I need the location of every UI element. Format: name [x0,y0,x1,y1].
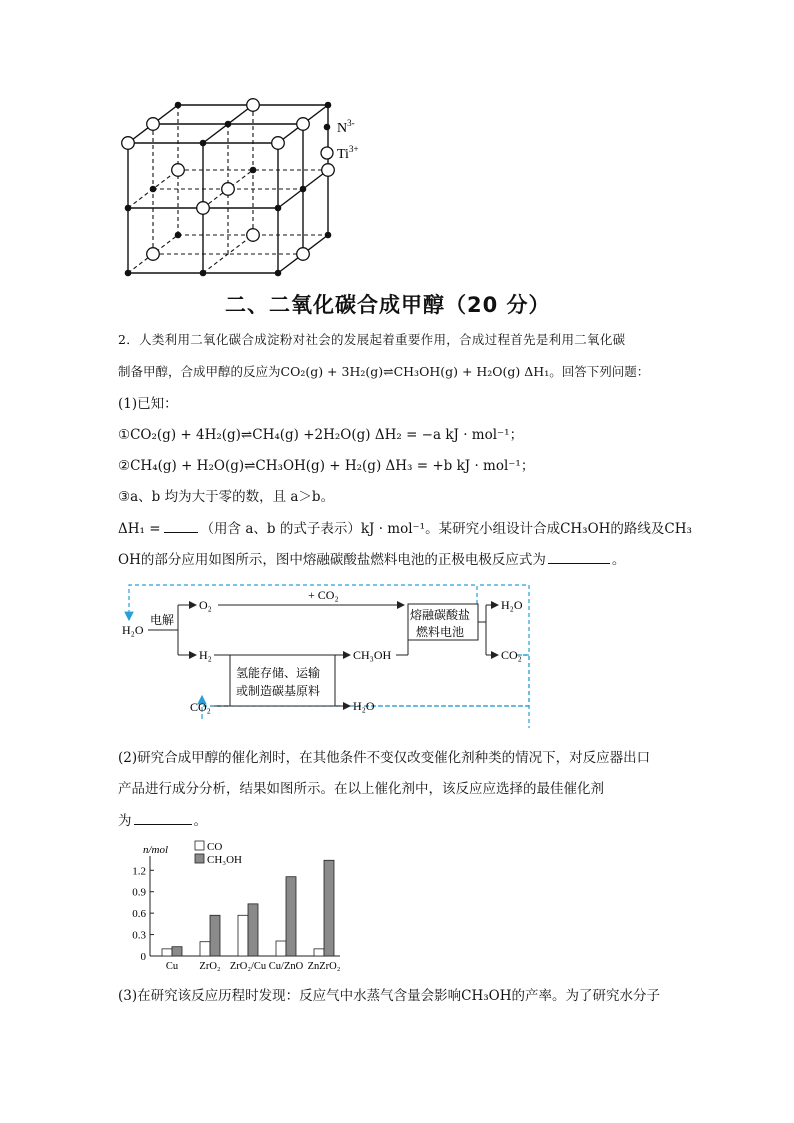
titanium-ion [147,248,160,261]
synthesis-flow-diagram [118,580,538,730]
nitride-ion [125,270,132,277]
bar-co [238,915,248,956]
section-title: 二、二氧化碳合成甲醇（20 分） [225,293,551,317]
chart-ylabel: n/mol [143,844,169,856]
q2-condition-3: ③a、b 均为大于零的数，且 a＞b。 [118,489,335,505]
x-category-label: ZnZrO₂ [307,961,341,972]
answer-blank-electrode[interactable] [548,549,610,564]
flow-cell-co2: CO₂ [501,648,522,662]
answer-blank-dh1[interactable] [164,518,198,533]
q2-part2-line2: 产品进行成分分析，结果如图所示。在以上催化剂中，该反应应选择的最佳催化剂 [118,781,604,797]
nitride-ion [225,121,232,128]
legend-titanium-label: $Ti^{3+}$ [337,144,359,162]
recycle-co2-loop [523,655,529,728]
y-tick-label: 0 [140,951,146,963]
bar-co [162,949,172,956]
nitride-ion [200,140,207,147]
titanium-ion [297,248,310,261]
q2-intro-line2: 制备甲醇，合成甲醇的反应为CO₂(g) + 3H₂(g)⇌CH₃OH(g) + H₂O(g) ΔH₁。回答下列问题： [118,364,650,379]
flow-o2: O₂ [199,598,212,612]
q2-part2-line1: (2)研究合成甲醇的催化剂时，在其他条件不变仅改变催化剂种类的情况下，对反应器出口 [118,750,651,766]
nitride-ion [325,232,332,239]
q2-electrode-line: OH的部分应用如图所示，图中熔融碳酸盐燃料电池的正极电极反应式为 。 [118,549,625,570]
q2-equation-1: ①CO₂(g) + 4H₂(g)⇌CH₄(g) +2H₂O(g) ΔH₂ = −a kJ · mol⁻¹； [118,427,524,443]
flow-cell-h2o: H₂O [501,598,523,612]
nitride-ion [300,186,307,193]
nitride-ion [200,270,207,277]
flow-h2o-start: H₂O [122,623,144,637]
flow-co2-source: CO₂ [190,700,211,714]
nitride-ion [125,205,132,212]
nitride-ion [275,205,282,212]
y-tick-label: 0.3 [132,929,146,942]
nitride-ion [325,102,332,109]
bar-ch3oh [248,904,258,956]
nitride-ion [275,270,282,277]
x-category-label: Cu/ZnO [268,961,304,972]
flow-storage-line1: 氢能存储、运输 [236,666,321,680]
recycle-water-loop-right [477,585,529,655]
titanium-ion [197,202,210,215]
titanium-ion [222,183,235,196]
legend-nitride-label: $N^{3-}$ [337,118,355,136]
flow-storage-line2: 或制造碳基原料 [236,684,321,698]
legend-label: CH₃OH [207,854,243,866]
flow-ch3oh: CH₃OH [353,648,392,662]
nitride-ion [175,102,182,109]
y-tick-label: 1.2 [132,865,146,878]
x-category-label: ZrO₂ [199,961,221,972]
titanium-ion [172,164,185,177]
catalyst-bar-chart [115,838,355,978]
legend-label: CO [207,841,223,853]
flow-cell-line2: 燃料电池 [416,625,465,639]
flow-h2o-out: H₂O [353,699,375,713]
legend-nitride-dot [324,124,331,131]
q2-part3-line1: (3)在研究该反应历程时发现：反应气中水蒸气含量会影响CH₃OH的产率。为了研究水分子 [118,988,660,1004]
nitride-ion [175,232,182,239]
q2-intro-line1: 2．人类利用二氧化碳合成淀粉对社会的发展起着重要作用，合成过程首先是利用二氧化碳 [118,332,626,347]
y-tick-label: 0.9 [132,886,146,899]
titanium-ion [297,118,310,131]
bar-ch3oh [210,915,220,956]
crystal-structure-figure [115,95,405,285]
answer-blank-catalyst[interactable] [134,810,192,825]
bar-ch3oh [324,860,334,956]
titanium-ion [272,137,285,150]
q2-part1-label: (1)已知： [118,396,178,412]
legend-swatch [195,841,204,850]
nitride-ion [150,186,157,193]
bar-co [276,941,286,956]
y-tick-label: 0.6 [132,908,146,921]
flow-electrolysis-label: 电解 [150,613,175,627]
legend-swatch [195,854,204,863]
bar-ch3oh [286,877,296,956]
q2-part2-line3: 为 。 [118,810,207,831]
flow-storage-box [230,655,335,706]
nitride-ion [250,167,257,174]
bar-co [200,942,210,956]
flow-h2: H₂ [199,648,212,662]
flow-cell-line1: 熔融碳酸盐 [410,608,471,622]
bar-co [314,949,324,956]
legend-titanium-circle [321,147,333,159]
bar-ch3oh [172,947,182,956]
flow-plus-co2: + CO₂ [308,588,339,602]
x-category-label: Cu [165,961,179,972]
titanium-ion [147,118,160,131]
titanium-ion [247,229,260,242]
q2-dh1-line: ΔH₁ = （用含 a、b 的式子表示）kJ · mol⁻¹。某研究小组设计合成CH₃OH的路线及CH₃ [118,518,692,539]
q2-equation-2: ②CH₄(g) + H₂O(g)⇌CH₃OH(g) + H₂(g) ΔH₃ = +b kJ · mol⁻¹； [118,458,535,474]
titanium-ion [247,99,260,112]
titanium-ion [122,137,135,150]
x-category-label: ZrO₂/Cu [229,961,267,972]
titanium-ion [322,164,335,177]
